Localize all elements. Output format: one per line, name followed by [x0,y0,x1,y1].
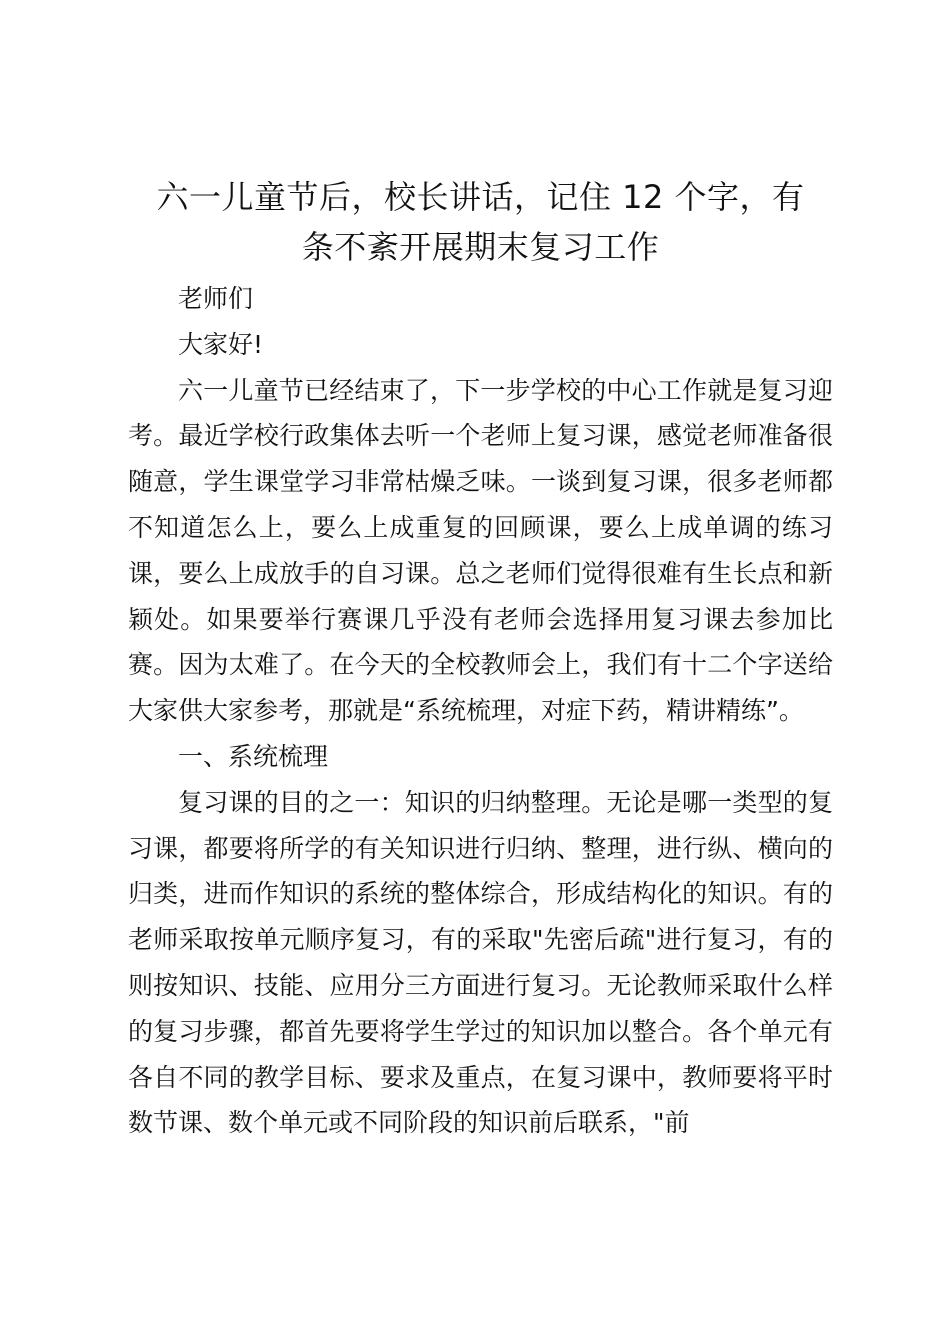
section-heading: 一、系统梳理 [178,741,329,771]
document-page [128,172,833,1146]
document-title [128,172,833,272]
title-line-2: 条不紊开展期末复习工作 [301,228,660,266]
title-line-1: 六一儿童节后，校长讲话，记住 12 个字，有 [156,178,805,216]
body-paragraph-section-1: 复习课的目的之一：知识的归纳整理。无论是哪一类型的复习课，都要将所学的有关知识进行归纳、整理，进行纵、横向的归类，进而作知识的系统的整体综合，形成结构化的知识。有的老师采取按单元顺序复习，有的采取"先密后疏"进行复习，有的则按知识、技能、应用分三方面进行复习。无论教师采取什么样的复习步骤，都首先要将学生学过的知识加以整合。各个单元有各自不同的教学目标、要求及重点，在复习课中，教师要将平时数节课、数个单元或不同阶段的知识前后联系，"前 [128,787,833,1138]
salutation: 大家好! [178,329,264,359]
greeting: 老师们 [178,284,254,313]
body-paragraph-intro: 六一儿童节已经结束了，下一步学校的中心工作就是复习迎考。最近学校行政集体去听一个老师上复习课，感觉老师准备很随意，学生课堂学习非常枯燥乏味。一谈到复习课，很多老师都不知道怎么上，要么上成重复的回顾课，要么上成单调的练习课，要么上成放手的自习课。总之老师们觉得很难有生长点和新颖处。如果要举行赛课几乎没有老师会选择用复习课去参加比赛。因为太难了。在今天的全校教师会上，我们有十二个字送给大家供大家参考，那就是“系统梳理，对症下药，精讲精练”。 [128,375,833,726]
